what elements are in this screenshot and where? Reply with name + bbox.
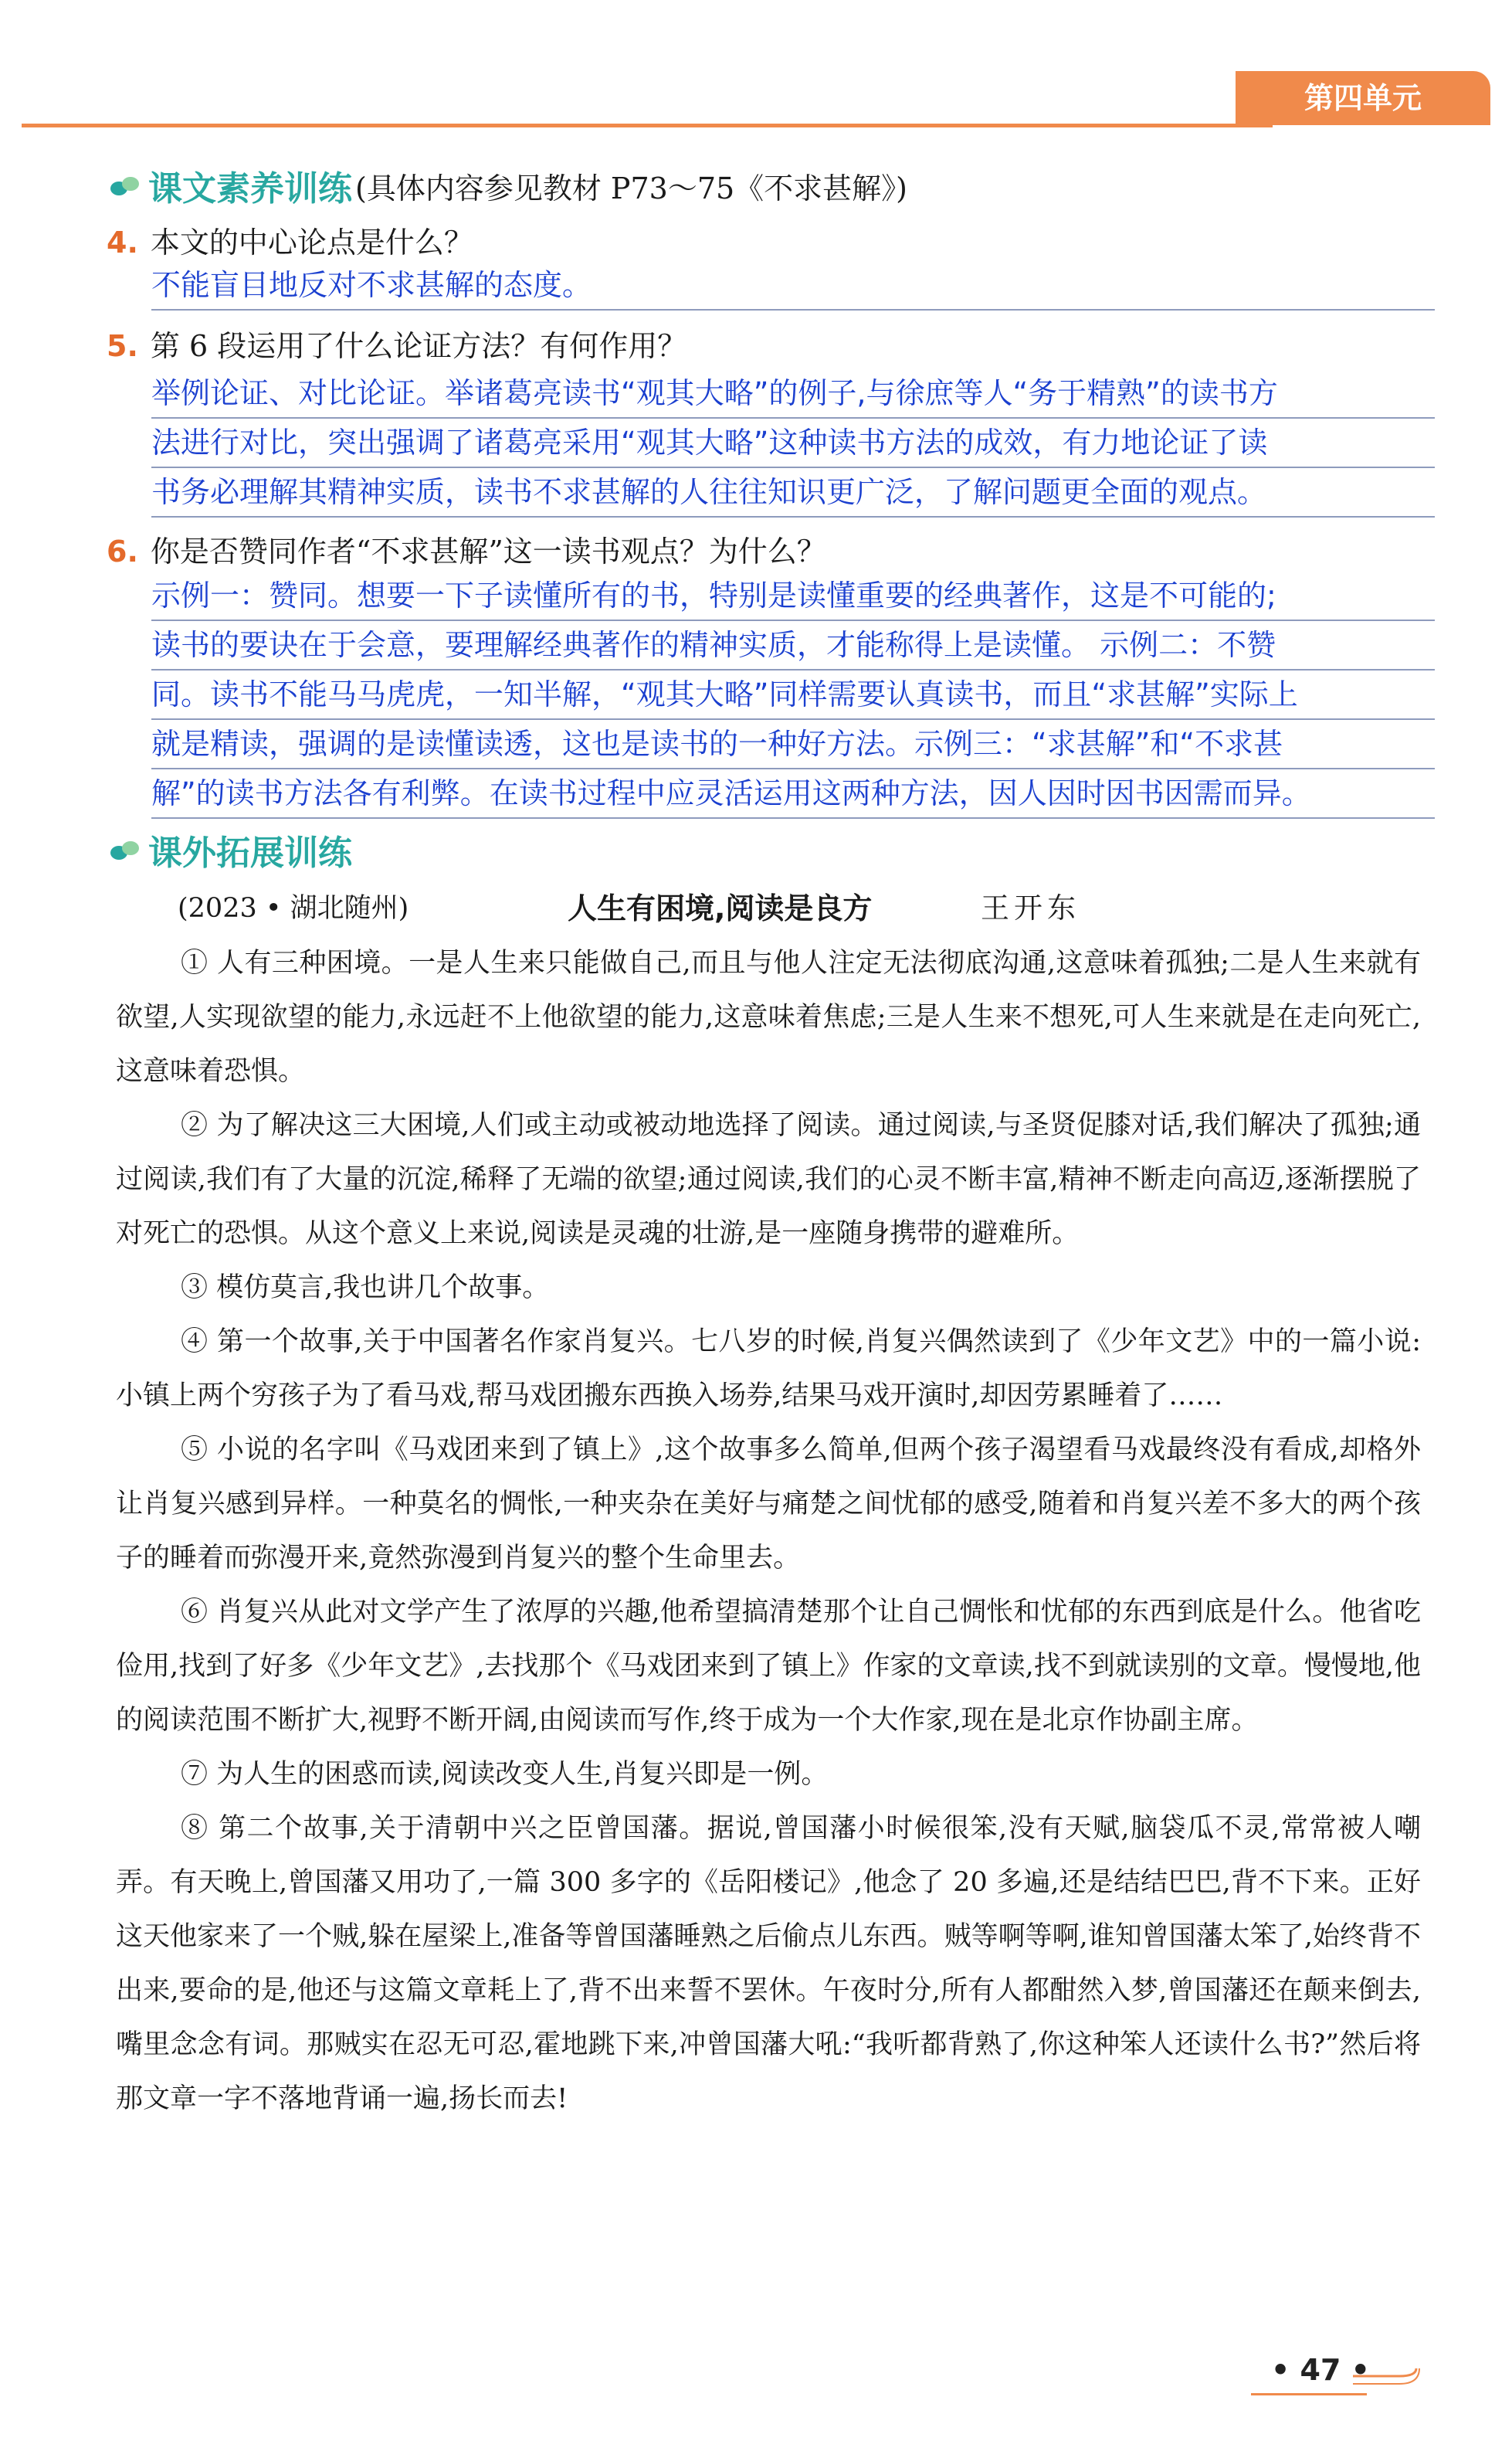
question-text: 第 6 段运用了什么论证方法？有何作用？ (150, 329, 687, 363)
question-6 (107, 530, 1435, 573)
passage-paragraph: ③ 模仿莫言,我也讲几个故事。 (181, 1272, 550, 1303)
page-rule (1251, 2393, 1367, 2395)
question-text: 你是否赞同作者“不求甚解”这一读书观点？为什么？ (150, 535, 826, 569)
question-number: 6. (107, 535, 138, 569)
passage-meta (178, 887, 1181, 930)
answer-line: 就是精读，强调的是读懂读透，这也是读书的一种好方法。示例三：“求甚解”和“不求甚 (151, 720, 1435, 769)
question-number: 5. (107, 329, 138, 363)
page-ornament-icon (1351, 2361, 1421, 2392)
answer-line: 示例一：赞同。想要一下子读懂所有的书，特别是读懂重要的经典著作，这是不可能的; (151, 572, 1435, 621)
unit-label: 第四单元 (1236, 71, 1490, 125)
passage-body (116, 936, 1421, 2126)
passage-author: 王开东 (981, 891, 1080, 925)
section-heading-2 (107, 825, 352, 874)
leaf-icon (107, 834, 142, 865)
section-title: 课外拓展训练 (148, 833, 352, 873)
answer-line: 举例论证、对比论证。举诸葛亮读书“观其大略”的例子,与徐庶等人“务于精熟”的读书方 (151, 369, 1435, 419)
question-4 (107, 221, 1435, 264)
question-number: 4. (107, 226, 138, 260)
passage-paragraph: ⑧ 第二个故事,关于清朝中兴之臣曾国藩。据说,曾国藩小时候很笨,没有天赋,脑袋瓜不灵,常常被人嘲弄。有天晚上,曾国藩又用功了,一篇 300 多字的《岳阳楼记》,他念了 20 多遍,还是结结巴巴,背不下来。正好这天他家来了一个贼,躲在屋梁上,准备等曾国藩睡熟之后偷点儿东西。贼等啊等啊,谁知曾国藩太笨了,始终背不出来,要命的是,他还与这篇文章耗上了,背不出来誓不罢休。午夜时分,所有人都酣然入梦,曾国藩还在颠来倒去,嘴里念念有词。那贼实在忍无可忍,霍地跳下来,冲曾国藩大吼:“我听都背熟了,你这种笨人还读什么书?”然后将那文章一字不落地背诵一遍,扬长而去! (116, 1813, 1421, 2114)
passage-paragraph: ⑤ 小说的名字叫《马戏团来到了镇上》,这个故事多么简单,但两个孩子渴望看马戏最终没有看成,却格外让肖复兴感到异样。一种莫名的惆怅,一种夹杂在美好与痛楚之间忧郁的感受,随着和肖复兴差不多大的两个孩子的睡着而弥漫开来,竟然弥漫到肖复兴的整个生命里去。 (116, 1434, 1421, 1574)
question-5 (107, 324, 1435, 368)
section-note: (具体内容参见教材 P73～75《不求甚解》) (355, 171, 908, 205)
answer-line: 不能盲目地反对不求甚解的态度。 (151, 261, 1435, 311)
answer-line: 法进行对比，突出强调了诸葛亮采用“观其大略”这种读书方法的成效，有力地论证了读 (151, 419, 1435, 468)
passage-paragraph: ④ 第一个故事,关于中国著名作家肖复兴。七八岁的时候,肖复兴偶然读到了《少年文艺》中的一篇小说:小镇上两个穷孩子为了看马戏,帮马戏团搬东西换入场券,结果马戏开演时,却因劳累睡着了…… (116, 1326, 1421, 1411)
answer-line: 读书的要诀在于会意，要理解经典著作的精神实质，才能称得上是读懂。 示例二：不赞 (151, 621, 1435, 671)
answer-5 (151, 369, 1435, 518)
passage-paragraph: ① 人有三种困境。一是人生来只能做自己,而且与他人注定无法彻底沟通,这意味着孤独;二是人生来就有欲望,人实现欲望的能力,永远赶不上他欲望的能力,这意味着焦虑;三是人生来不想死,可人生来就是在走向死亡,这意味着恐惧。 (116, 948, 1421, 1087)
passage-title: 人生有困境,阅读是良方 (568, 891, 873, 925)
leaf-icon (107, 170, 142, 201)
answer-line: 书务必理解其精神实质，读书不求甚解的人往往知识更广泛，了解问题更全面的观点。 (151, 468, 1435, 518)
answer-line: 同。读书不能马马虎虎，一知半解，“观其大略”同样需要认真读书，而且“求甚解”实际上 (151, 671, 1435, 720)
passage-paragraph: ⑦ 为人生的困惑而读,阅读改变人生,肖复兴即是一例。 (181, 1759, 829, 1790)
section-heading-1 (107, 161, 907, 210)
passage-paragraph: ⑥ 肖复兴从此对文学产生了浓厚的兴趣,他希望搞清楚那个让自己惆怅和忧郁的东西到底是什么。他省吃俭用,找到了好多《少年文艺》,去找那个《马戏团来到了镇上》作家的文章读,找不到就读别的文章。慢慢地,他的阅读范围不断扩大,视野不断开阔,由阅读而写作,终于成为一个大作家,现在是北京作协副主席。 (116, 1597, 1421, 1736)
question-text: 本文的中心论点是什么？ (150, 226, 473, 260)
header-rule (22, 124, 1273, 127)
section-title: 课文素养训练 (148, 169, 352, 209)
passage-source: (2023 • 湖北随州) (178, 893, 409, 924)
answer-line: 解”的读书方法各有利弊。在读书过程中应灵活运用这两种方法，因人因时因书因需而异。 (151, 769, 1435, 819)
page-number: • 47 • (1271, 2353, 1370, 2387)
passage-paragraph: ② 为了解决这三大困境,人们或主动或被动地选择了阅读。通过阅读,与圣贤促膝对话,我们解决了孤独;通过阅读,我们有了大量的沉淀,稀释了无端的欲望;通过阅读,我们的心灵不断丰富,精神不断走向高迈,逐渐摆脱了对死亡的恐惧。从这个意义上来说,阅读是灵魂的壮游,是一座随身携带的避难所。 (116, 1110, 1421, 1249)
answer-4 (151, 261, 1435, 311)
answer-6 (151, 572, 1435, 819)
